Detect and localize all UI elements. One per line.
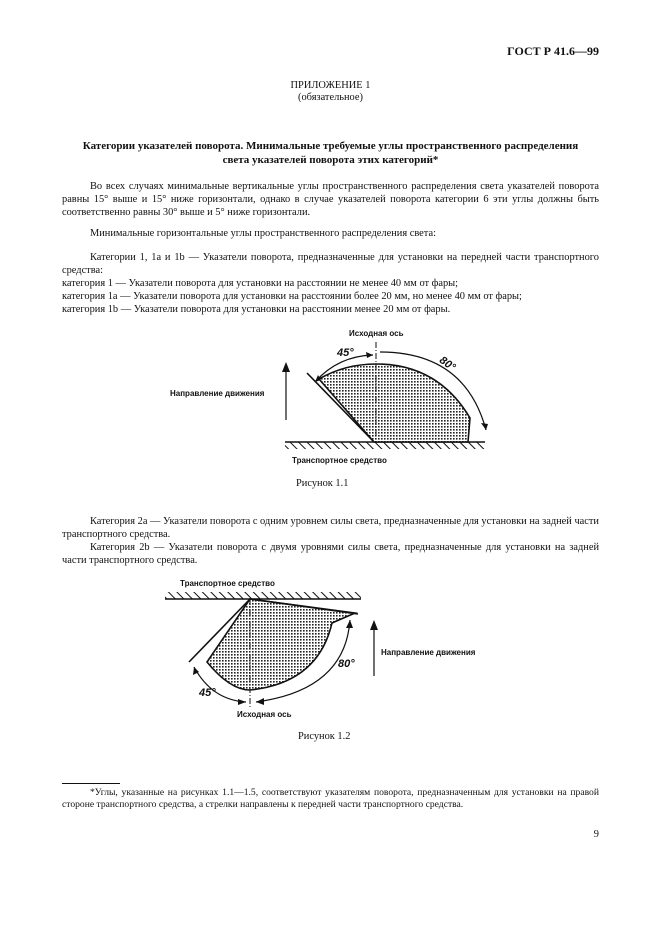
page-number: 9 (593, 829, 599, 840)
fig1-direction-label: Направление движения (170, 389, 265, 398)
section-title-line1: Категории указателей поворота. Минимальные требуемые углы пространственного распределения (82, 140, 579, 152)
fig1-angle-80-label: 80° (437, 354, 458, 374)
paragraph-horizontal-angles: Минимальные горизонтальные углы пространственного распределения света: (90, 228, 436, 239)
fig2-caption: Рисунок 1.2 (298, 731, 351, 742)
fig2-angle-80-label: 80° (338, 658, 355, 670)
footnote-text: *Углы, указанные на рисунках 1.1—1.5, соответствуют указателям поворота, предназначенным для установки на правой стороне транспортного средства, а стрелки направлены к передней части транспортного средства. (62, 787, 599, 810)
fig1-axis-label: Исходная ось (349, 329, 404, 338)
fig2-axis-label: Исходная ось (237, 710, 292, 719)
appendix-title: ПРИЛОЖЕНИЕ 1 (290, 80, 371, 91)
fig1-caption: Рисунок 1.1 (296, 478, 349, 489)
paragraph-category-2a: Категория 2а — Указатели поворота с одним уровнем силы света, предназначенные для установки на задней части транспортного средства. (62, 516, 599, 540)
section-title-line2: света указателей поворота этих категорий* (222, 154, 439, 166)
footnote-rule (62, 783, 120, 784)
document-code: ГОСТ Р 41.6—99 (507, 44, 599, 58)
fig2-light-zone (207, 599, 355, 690)
fig2-angle-45-label: 45° (199, 687, 216, 699)
fig1-vehicle-label: Транспортное средство (292, 456, 387, 465)
appendix-subtitle: (обязательное) (298, 92, 363, 103)
category-1-item: категория 1 — Указатели поворота для установки на расстоянии не менее 40 мм от фары; (62, 278, 459, 289)
fig2-vehicle-surface (165, 592, 361, 599)
fig1-angle-45-label: 45° (337, 347, 354, 359)
fig2-direction-label: Направление движения (381, 648, 476, 657)
paragraph-vertical-angles: Во всех случаях минимальные вертикальные углы пространственного распределения света указателей поворота равны 15° выше и 15° ниже горизонтали, однако в случае указателей поворота категории 6 эти углы должны быть соответственно равны 30° выше и 5° ниже горизонтали. (62, 181, 599, 218)
category-1a-item: категория 1а — Указатели поворота для установки на расстоянии более 20 мм, но менее 40 мм от фары; (62, 291, 522, 302)
fig2-vehicle-label: Транспортное средство (180, 579, 275, 588)
category-1b-item: категория 1b — Указатели поворота для установки на расстоянии менее 20 мм от фары. (62, 304, 451, 315)
paragraph-categories-1: Категории 1, 1а и 1b — Указатели поворота, предназначенные для установки на передней части транспортного средства: (62, 252, 599, 276)
paragraph-category-2b: Категория 2b — Указатели поворота с двумя уровнями силы света, предназначенные для установки на задней части транспортного средства. (62, 542, 599, 566)
